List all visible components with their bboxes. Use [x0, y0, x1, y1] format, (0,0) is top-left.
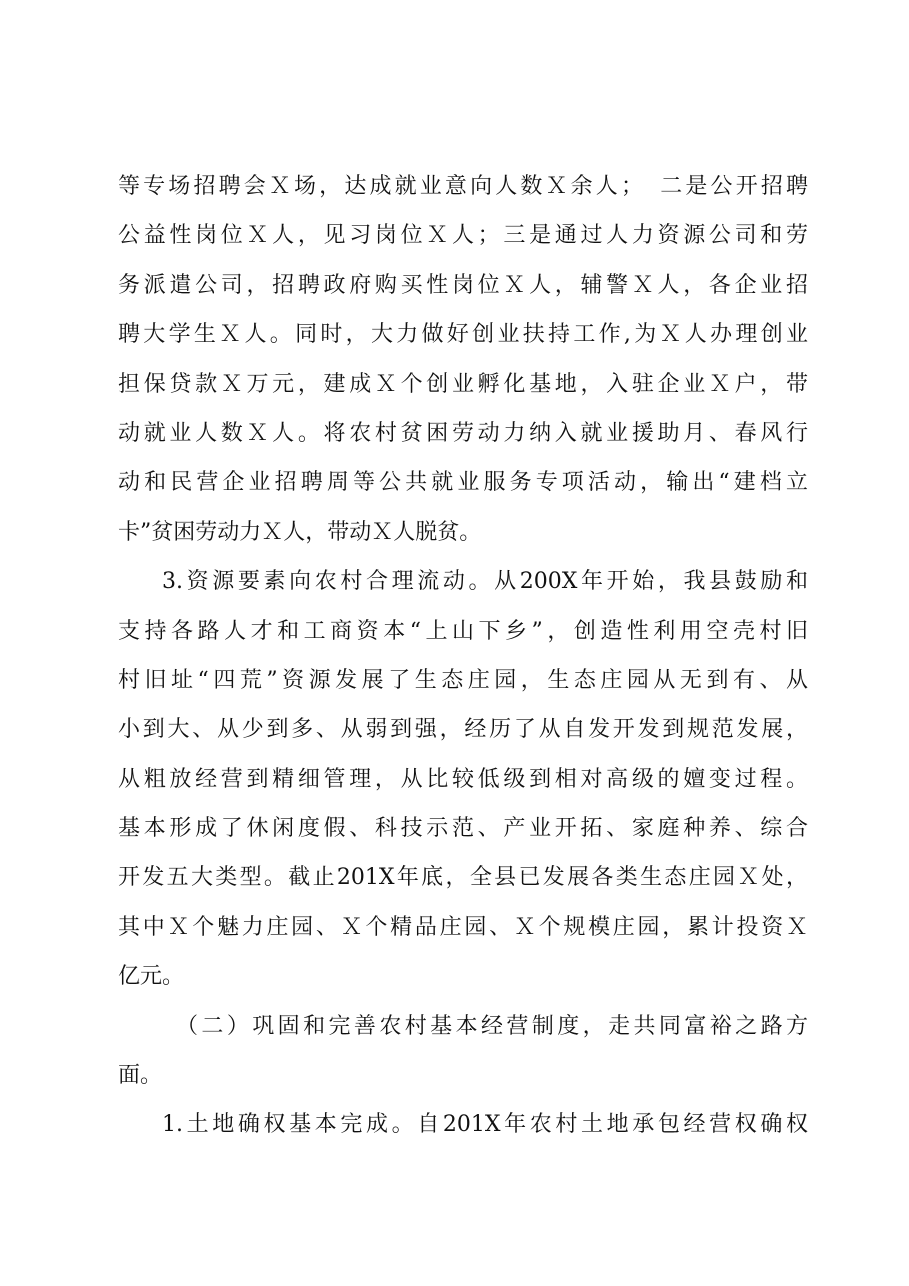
text-line [118, 662, 808, 711]
document-body [118, 168, 808, 1156]
text-line [118, 366, 808, 415]
line-text: 务派遣公司，招聘政府购买性岗位Ｘ人，辅警Ｘ人，各企业招 [118, 272, 808, 298]
line-text: 村旧址“四荒”资源发展了生态庄园，生态庄园从无到有、从 [118, 667, 808, 693]
text-line [118, 267, 808, 316]
line-text: 其中Ｘ个魅力庄园、Ｘ个精品庄园、Ｘ个规模庄园，累计投资Ｘ [118, 914, 808, 940]
line-text: 动就业人数Ｘ人。将农村贫困劳动力纳入就业援助月、春风行 [118, 420, 808, 446]
section-heading-text: （二）巩固和完善农村基本经营制度，走共同富裕之路方 [176, 1013, 808, 1039]
line-text: 公益性岗位Ｘ人，见习岗位Ｘ人；三是通过人力资源公司和劳 [118, 223, 808, 249]
text-line [118, 859, 808, 908]
text-line [118, 415, 808, 464]
text-line [118, 464, 808, 513]
text-line [118, 316, 808, 365]
line-text: 1.土地确权基本完成。自201X年农村土地承包经营权确权 [162, 1112, 808, 1138]
line-text: 小到大、从少到多、从弱到强，经历了从自发开发到规范发展， [118, 717, 808, 743]
text-line [118, 168, 808, 217]
text-line [118, 514, 808, 563]
section-heading-line [118, 1057, 808, 1106]
line-text: 基本形成了休闲度假、科技示范、产业开拓、家庭种养、综合 [118, 816, 808, 842]
line-text: 动和民营企业招聘周等公共就业服务专项活动，输出“建档立 [118, 470, 808, 496]
line-text: 担保贷款Ｘ万元，建成Ｘ个创业孵化基地，入驻企业Ｘ户，带 [118, 371, 808, 397]
paragraph-first-line [118, 1106, 808, 1155]
line-text: 支持各路人才和工商资本“上山下乡”，创造性利用空壳村旧 [118, 618, 808, 644]
section-heading-text: 面。 [118, 1063, 163, 1089]
text-line [118, 909, 808, 958]
line-text: 卡”贫困劳动力Ｘ人，带动Ｘ人脱贫。 [118, 519, 482, 545]
section-heading-line [118, 1008, 808, 1057]
text-line [118, 958, 808, 1007]
paragraph-first-line [118, 563, 808, 612]
text-line [118, 711, 808, 760]
text-line [118, 761, 808, 810]
line-text: 等专场招聘会Ｘ场，达成就业意向人数Ｘ余人； 二是公开招聘 [118, 174, 808, 199]
line-text: 从粗放经营到精细管理，从比较低级到相对高级的嬗变过程。 [118, 766, 808, 792]
line-text: 3.资源要素向农村合理流动。从200X年开始，我县鼓励和 [162, 569, 808, 595]
text-line [118, 613, 808, 662]
text-line [118, 217, 808, 266]
text-line [118, 810, 808, 859]
line-text: 开发五大类型。截止201X年底，全县已发展各类生态庄园Ｘ处， [118, 865, 808, 891]
line-text: 亿元。 [118, 964, 185, 990]
line-text: 聘大学生Ｘ人。同时，大力做好创业扶持工作,为Ｘ人办理创业 [118, 322, 808, 348]
